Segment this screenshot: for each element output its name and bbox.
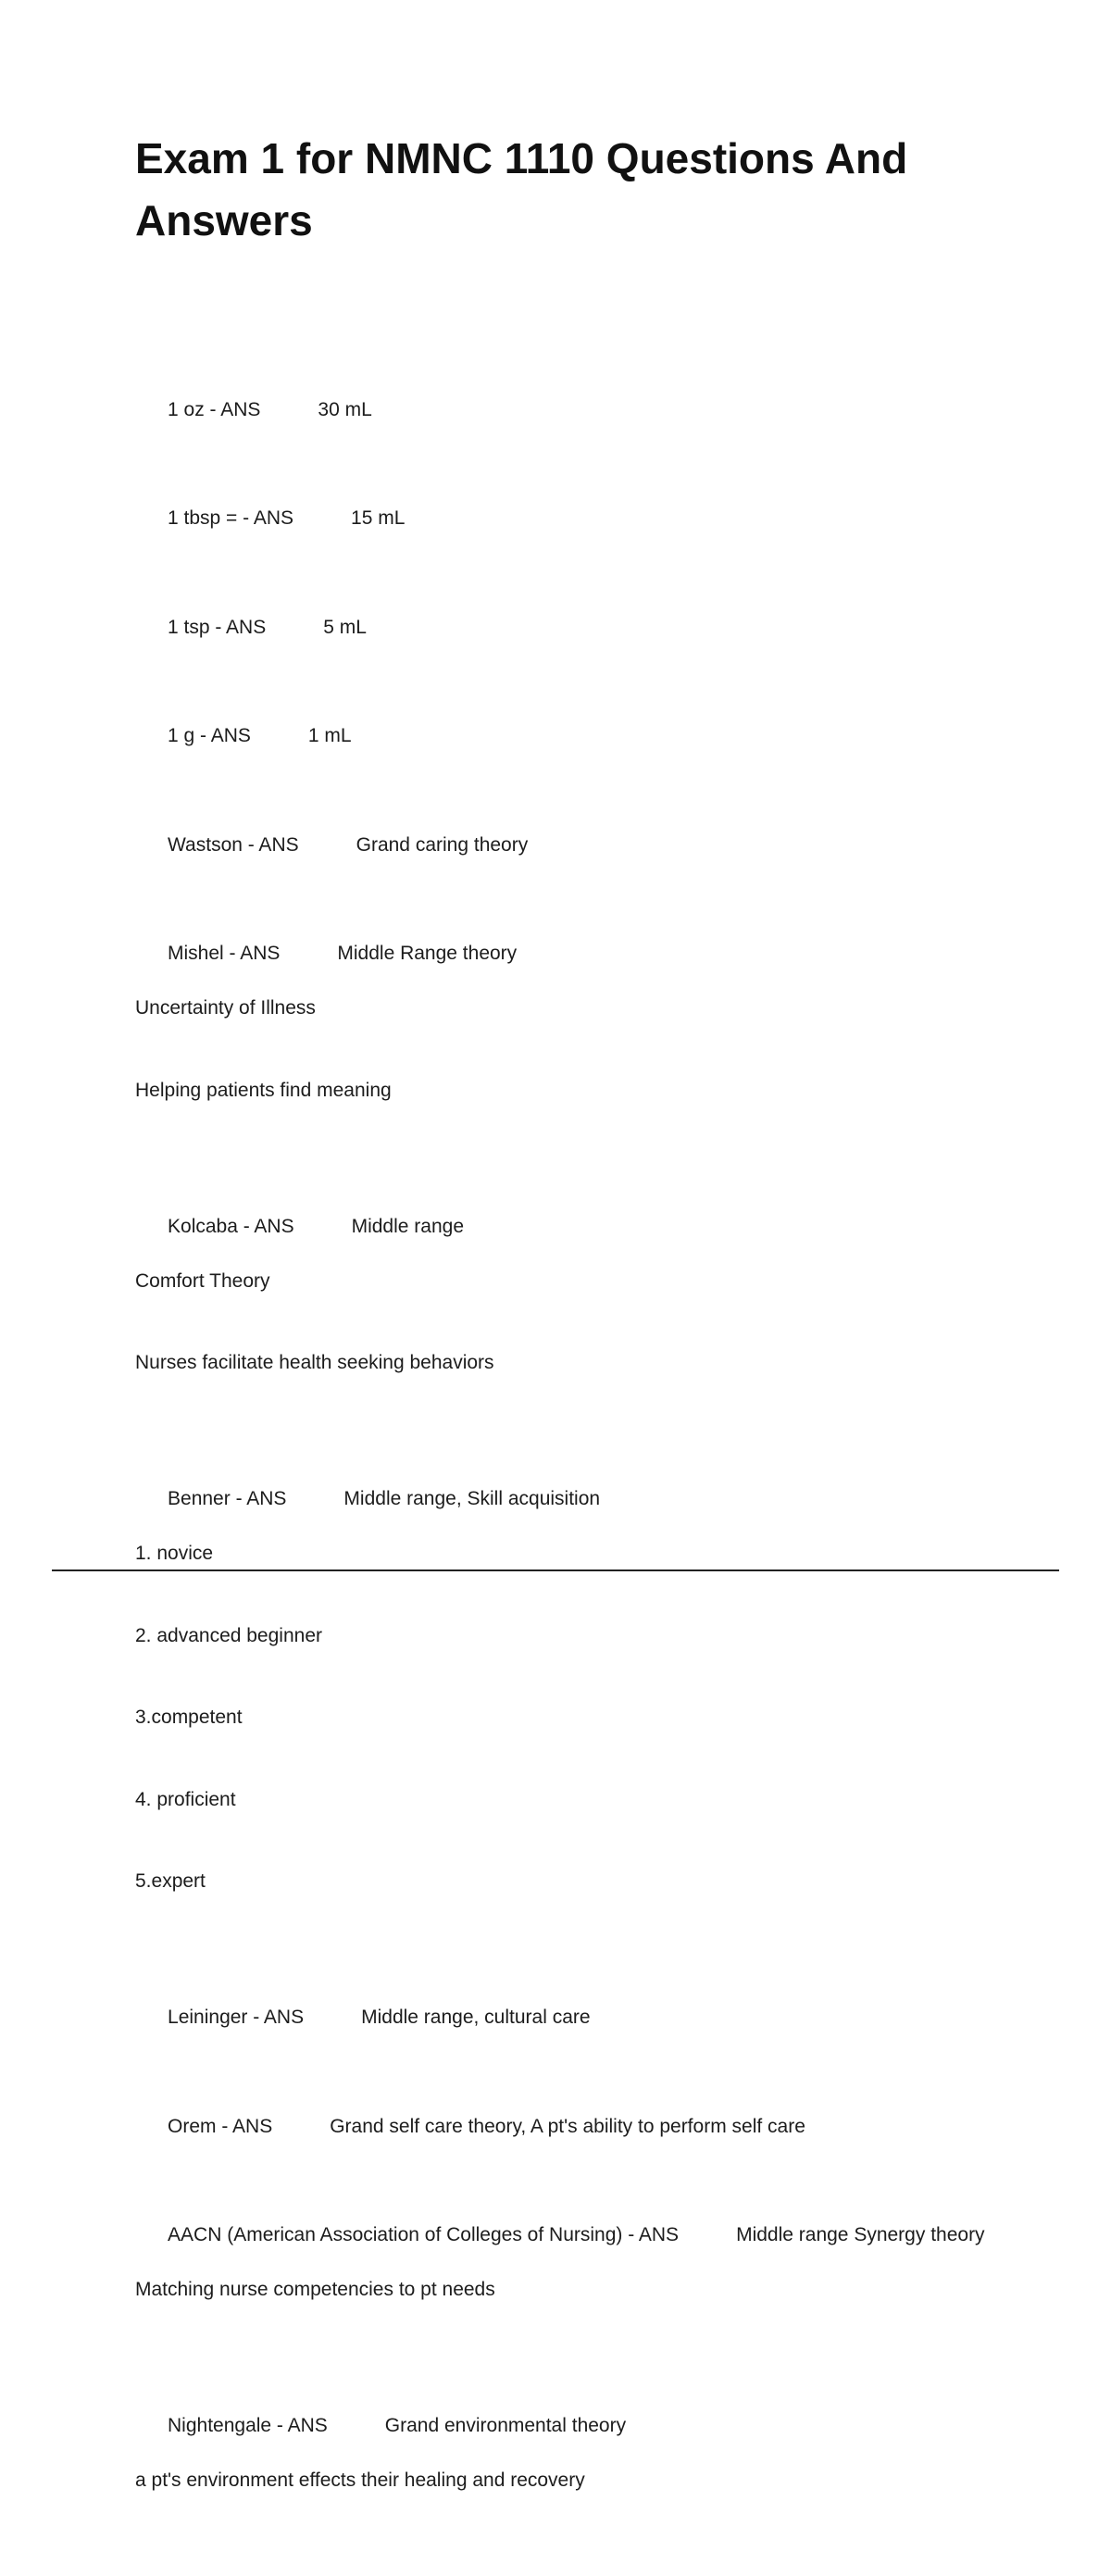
qa-item [135, 1977, 1024, 2059]
answer-detail-line: 4. proficient [135, 1788, 236, 1810]
answer-detail-line: Uncertainty of Illness [135, 997, 316, 1019]
question-text: Mishel - ANS [168, 943, 281, 964]
answer-detail-line: 5.expert [135, 1870, 206, 1892]
answer-text: Middle range, Skill acquisition [343, 1488, 601, 1509]
question-text: Benner - ANS [168, 1488, 287, 1509]
answer-text: 1 mL [307, 725, 352, 746]
answer-detail-line: Helping patients find meaning [135, 1079, 392, 1101]
answer-text: Grand self care theory, A pt's ability to perform self care [330, 2115, 805, 2137]
answer-detail-line: 1. novice [135, 1543, 214, 1564]
question-text: Kolcaba - ANS [168, 1215, 294, 1237]
question-text: Leininger - ANS [168, 2007, 305, 2028]
answer-text: Grand caring theory [356, 833, 529, 856]
qa-list [135, 369, 1024, 2576]
answer-text: Grand environmental theory [384, 2415, 627, 2436]
qa-item [135, 1458, 1024, 1950]
qa-item [135, 2085, 1024, 2168]
qa-item [135, 913, 1024, 1159]
answer-text: Middle Range theory [337, 943, 518, 964]
answer-text: Middle range Synergy theory [736, 2224, 985, 2245]
qa-item [135, 804, 1024, 886]
qa-item [135, 369, 1024, 451]
question-text: 1 oz - ANS [168, 398, 261, 420]
qa-item [135, 1185, 1024, 1432]
answer-text: Middle range, cultural care [361, 2007, 591, 2028]
answer-detail-line: Nurses facilitate health seeking behaviors [135, 1352, 494, 1373]
qa-item [135, 586, 1024, 669]
answer-detail-line: Comfort Theory [135, 1269, 270, 1292]
answer-text: 15 mL [351, 507, 406, 529]
answer-detail-line: Matching nurse competencies to pt needs [135, 2279, 495, 2300]
answer-text: 5 mL [323, 616, 367, 638]
answer-text: Middle range [351, 1215, 464, 1237]
qa-item [135, 2385, 1024, 2549]
question-text: 1 tsp - ANS [168, 616, 267, 638]
question-text: AACN (American Association of Colleges of Nursing) - ANS [168, 2224, 680, 2245]
question-text: Orem - ANS [168, 2115, 273, 2137]
question-text: Wastson - ANS [168, 833, 299, 856]
question-text: 1 tbsp = - ANS [168, 507, 294, 529]
qa-item [135, 478, 1024, 560]
qa-item [135, 2195, 1024, 2358]
answer-detail-line: a pt's environment effects their healing and recovery [135, 2470, 585, 2491]
answer-detail-line: 2. advanced beginner [135, 1624, 322, 1646]
question-text: Nightengale - ANS [168, 2415, 328, 2436]
question-text: 1 g - ANS [168, 725, 251, 746]
qa-item [135, 695, 1024, 778]
answer-text: 30 mL [318, 398, 372, 420]
footer-divider [52, 1569, 1059, 1571]
answer-detail-line: 3.competent [135, 1707, 243, 1728]
document-title: Exam 1 for NMNC 1110 Questions And Answers [135, 134, 908, 244]
